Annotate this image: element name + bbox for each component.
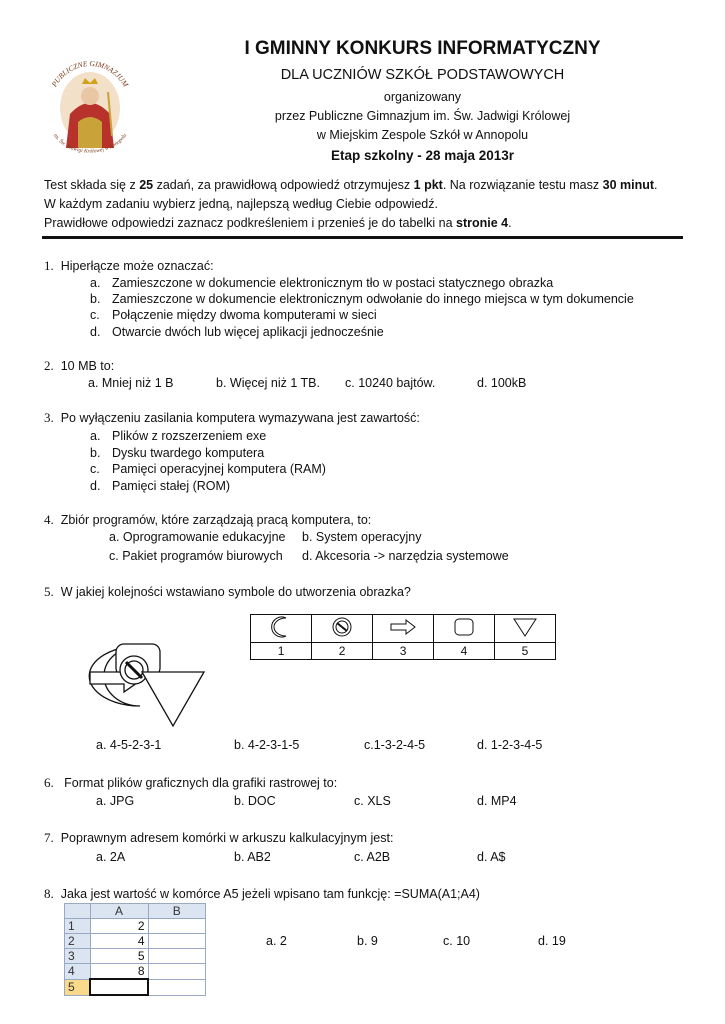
row-header: 4 xyxy=(65,964,91,980)
q1-option-c[interactable]: c. Połączenie między dwoma komputerami w sieci xyxy=(90,308,377,322)
q6-option-b[interactable]: b. DOC xyxy=(234,794,276,808)
arrow-right-icon xyxy=(372,615,433,643)
q1-option-d[interactable]: d. Otwarcie dwóch lub więcej aplikacji jednocześnie xyxy=(90,325,384,339)
cell[interactable]: 2 xyxy=(90,919,148,934)
question-5: 5. W jakiej kolejności wstawiano symbole do utworzenia obrazka? xyxy=(44,584,411,599)
intro-line-2: W każdym zadaniu wybierz jedną, najlepszą według Ciebie odpowiedź. xyxy=(44,197,438,211)
question-3: 3. Po wyłączeniu zasilania komputera wymazywana jest zawartość: xyxy=(44,410,420,425)
rounded-square-icon xyxy=(434,615,495,643)
moon-icon xyxy=(251,615,312,643)
symbol-label: 1 xyxy=(251,643,312,660)
q6-option-c[interactable]: c. XLS xyxy=(354,794,391,808)
contest-subtitle: DLA UCZNIÓW SZKÓŁ PODSTAWOWYCH xyxy=(280,67,565,83)
cell[interactable] xyxy=(148,949,206,964)
cell[interactable] xyxy=(148,979,206,995)
row-header: 3 xyxy=(65,949,91,964)
q3-option-a[interactable]: a. Plików z rozszerzeniem exe xyxy=(90,429,267,443)
q3-option-d[interactable]: d. Pamięci stałej (ROM) xyxy=(90,479,231,493)
q7-option-d[interactable]: d. A$ xyxy=(477,850,506,864)
q5-option-c[interactable]: c.1-3-2-4-5 xyxy=(364,738,426,752)
q5-option-d[interactable]: d. 1-2-3-4-5 xyxy=(477,738,543,752)
cell[interactable] xyxy=(148,964,206,980)
row-header: 5 xyxy=(65,979,91,995)
cell[interactable] xyxy=(148,934,206,949)
composite-figure xyxy=(82,640,212,730)
column-header: A xyxy=(90,904,148,919)
active-cell[interactable] xyxy=(90,979,148,995)
q4-option-c[interactable]: c. Pakiet programów biurowych xyxy=(109,549,283,563)
svg-text:im. Św. Jadwigi Królowej w Ann: im. Św. Jadwigi Królowej w Annopolu xyxy=(51,132,129,155)
sheet-corner xyxy=(65,904,91,919)
row-header: 1 xyxy=(65,919,91,934)
q2-option-a[interactable]: a. Mniej niż 1 B xyxy=(88,376,174,390)
symbol-label: 4 xyxy=(434,643,495,660)
q6-option-a[interactable]: a. JPG xyxy=(96,794,135,808)
q2-option-c[interactable]: c. 10240 bajtów. xyxy=(345,376,436,390)
q8-option-c[interactable]: c. 10 xyxy=(443,934,471,948)
q1-option-a[interactable]: a. Zamieszczone w dokumencie elektronicznym tło w postaci statycznego obrazka xyxy=(90,276,554,290)
q7-option-b[interactable]: b. AB2 xyxy=(234,850,271,864)
contest-title: I GMINNY KONKURS INFORMATYCZNY xyxy=(244,38,601,59)
school-logo xyxy=(40,52,140,162)
divider xyxy=(42,236,683,239)
spreadsheet xyxy=(64,903,206,996)
q5-option-a[interactable]: a. 4-5-2-3-1 xyxy=(96,738,162,752)
question-6: 6. Format plików graficznych dla grafiki rastrowej to: xyxy=(44,775,338,790)
row-header: 2 xyxy=(65,934,91,949)
question-4: 4. Zbiór programów, które zarządzają pracą komputera, to: xyxy=(44,512,372,527)
column-header: B xyxy=(148,904,206,919)
cell[interactable]: 5 xyxy=(90,949,148,964)
q8-option-d[interactable]: d. 19 xyxy=(538,934,566,948)
organizer-line-2: przez Publiczne Gimnazjum im. Św. Jadwigi Królowej xyxy=(274,109,571,123)
cell[interactable]: 4 xyxy=(90,934,148,949)
q7-option-c[interactable]: c. A2B xyxy=(354,850,391,864)
question-8: 8. Jaka jest wartość w komórce A5 jeżeli wpisano tam funkcję: =SUMA(A1;A4) xyxy=(44,886,480,901)
q4-option-a[interactable]: a. Oprogramowanie edukacyjne xyxy=(109,530,286,544)
q1-option-b[interactable]: b. Zamieszczone w dokumencie elektronicznym odwołanie do innego miejsca w tym dokumencie xyxy=(90,292,634,306)
symbol-label: 2 xyxy=(312,643,373,660)
q2-option-d[interactable]: d. 100kB xyxy=(477,376,527,390)
symbol-label: 3 xyxy=(372,643,433,660)
question-1: 1. Hiperłącze może oznaczać: xyxy=(44,258,214,273)
stage-date: Etap szkolny - 28 maja 2013r xyxy=(330,148,515,163)
question-7: 7. Poprawnym adresem komórki w arkuszu kalkulacyjnym jest: xyxy=(44,830,394,845)
q7-option-a[interactable]: a. 2A xyxy=(96,850,126,864)
organizer-line-3: w Miejskim Zespole Szkół w Annopolu xyxy=(316,128,529,142)
intro-line-3: Prawidłowe odpowiedzi zaznacz podkreśleniem i przenieś je do tabelki na stronie 4. xyxy=(44,216,512,230)
no-symbol-icon xyxy=(312,615,373,643)
q2-option-b[interactable]: b. Więcej niż 1 TB. xyxy=(216,376,320,390)
question-2: 2. 10 MB to: xyxy=(44,358,115,373)
organizer-line-1: organizowany xyxy=(383,90,462,104)
intro-line-1: Test składa się z 25 zadań, za prawidłową odpowiedź otrzymujesz 1 pkt. Na rozwiązanie testu masz 30 minut. xyxy=(44,178,658,192)
q4-option-d[interactable]: d. Akcesoria -> narzędzia systemowe xyxy=(302,549,509,563)
q6-option-d[interactable]: d. MP4 xyxy=(477,794,517,808)
q8-option-a[interactable]: a. 2 xyxy=(266,934,287,948)
q3-option-b[interactable]: b. Dysku twardego komputera xyxy=(90,446,265,460)
cell[interactable]: 8 xyxy=(90,964,148,980)
triangle-down-icon xyxy=(494,615,555,643)
symbol-label: 5 xyxy=(494,643,555,660)
cell[interactable] xyxy=(148,919,206,934)
q8-option-b[interactable]: b. 9 xyxy=(357,934,378,948)
q4-option-b[interactable]: b. System operacyjny xyxy=(302,530,422,544)
svg-text:PUBLICZNE GIMNAZJUM: PUBLICZNE GIMNAZJUM xyxy=(49,58,131,89)
q5-option-b[interactable]: b. 4-2-3-1-5 xyxy=(234,738,300,752)
q3-option-c[interactable]: c. Pamięci operacyjnej komputera (RAM) xyxy=(90,462,326,476)
symbol-table xyxy=(250,614,556,660)
